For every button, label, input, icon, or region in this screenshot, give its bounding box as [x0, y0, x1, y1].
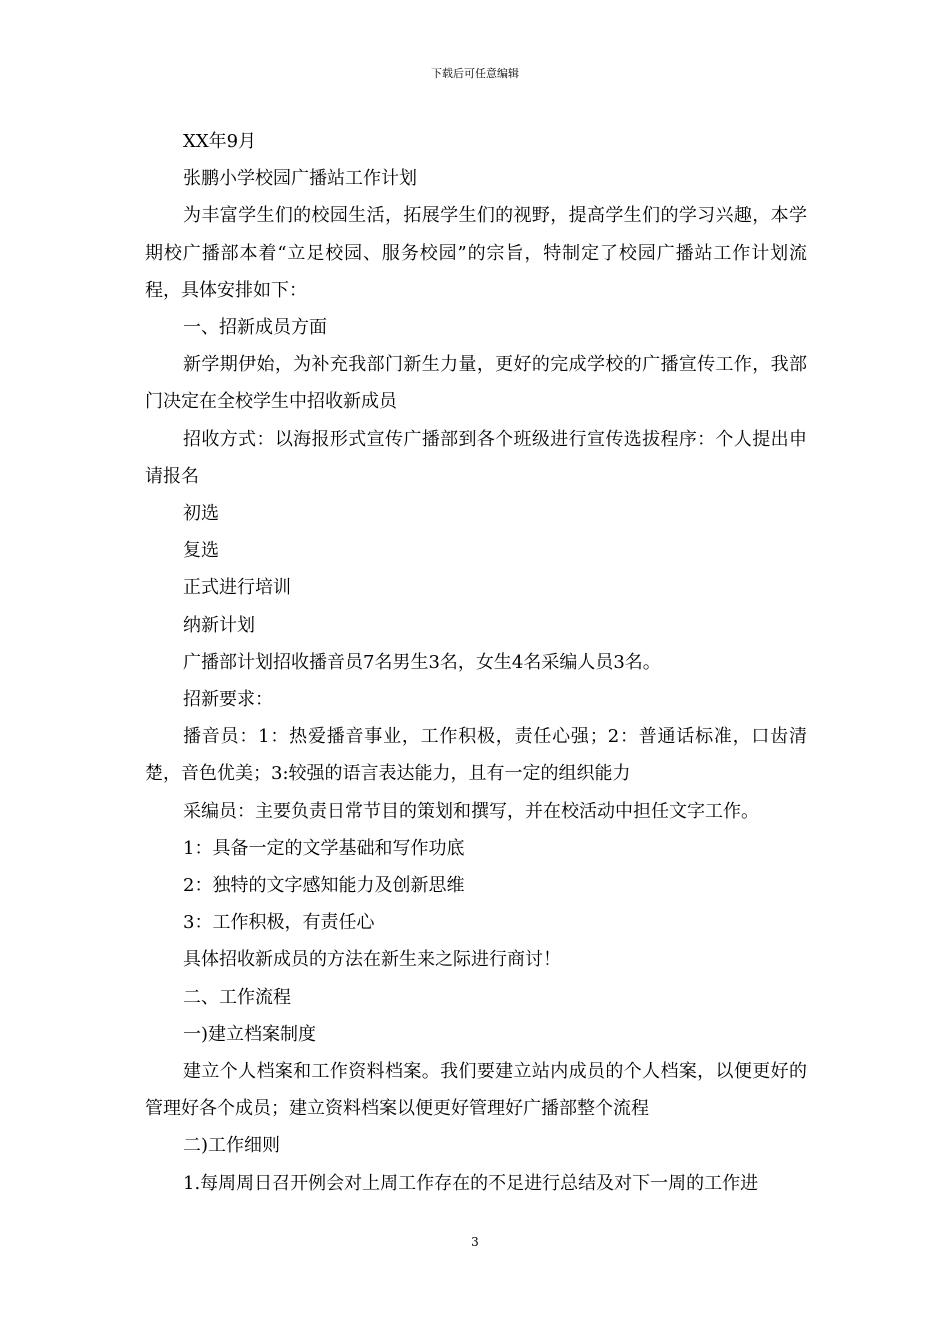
list-item: 2：独特的文字感知能力及创新思维	[183, 875, 465, 897]
intro-paragraph: 为丰富学生们的校园生活，拓展学生们的视野，提高学生们的学习兴趣，本学期校广播部本着“立足校园、服务校园”的宗旨，特制定了校园广播站工作计划流程，具体安排如下：	[145, 205, 807, 301]
list-item: 复选	[183, 540, 219, 562]
document-body	[145, 123, 807, 1202]
list-item: 3：工作积极，有责任心	[183, 912, 375, 934]
document-title: 张鹏小学校园广播站工作计划	[183, 168, 417, 190]
paragraph: 1.每周周日召开例会对上周工作存在的不足进行总结及对下一周的工作进	[183, 1172, 759, 1194]
list-item: 正式进行培训	[183, 577, 291, 599]
paragraph: 广播部计划招收播音员7名男生3名，女生4名采编人员3名。	[183, 651, 661, 673]
subheading: 招新要求：	[183, 689, 273, 711]
subheading: 纳新计划	[183, 614, 255, 636]
date-line: XX年9月	[183, 131, 257, 152]
section-heading-workflow: 二、工作流程	[183, 986, 291, 1008]
subheading: 一)建立档案制度	[183, 1023, 317, 1045]
paragraph: 播音员：1：热爱播音事业，工作积极，责任心强；2：普通话标准，口齿清楚，音色优美；3:较强的语言表达能力，且有一定的组织能力	[145, 726, 807, 785]
paragraph: 建立个人档案和工作资料档案。我们要建立站内成员的个人档案，以便更好的管理好各个成员；建立资料档案以便更好管理好广播部整个流程	[145, 1061, 807, 1120]
page-number: 3	[471, 1235, 479, 1249]
paragraph: 招收方式：以海报形式宣传广播部到各个班级进行宣传选拔程序：个人提出申请报名	[145, 428, 807, 487]
section-heading-recruitment: 一、招新成员方面	[183, 317, 327, 339]
paragraph: 具体招收新成员的方法在新生来之际进行商讨！	[183, 949, 561, 971]
paragraph: 新学期伊始，为补充我部门新生力量，更好的完成学校的广播宣传工作，我部门决定在全校学生中招收新成员	[145, 354, 807, 413]
paragraph: 采编员：主要负责日常节目的策划和撰写，并在校活动中担任文字工作。	[183, 800, 759, 822]
page-header-note: 下载后可任意编辑	[431, 67, 519, 80]
list-item: 初选	[183, 503, 219, 525]
list-item: 1：具备一定的文学基础和写作功底	[183, 837, 465, 859]
subheading: 二)工作细则	[183, 1135, 281, 1157]
